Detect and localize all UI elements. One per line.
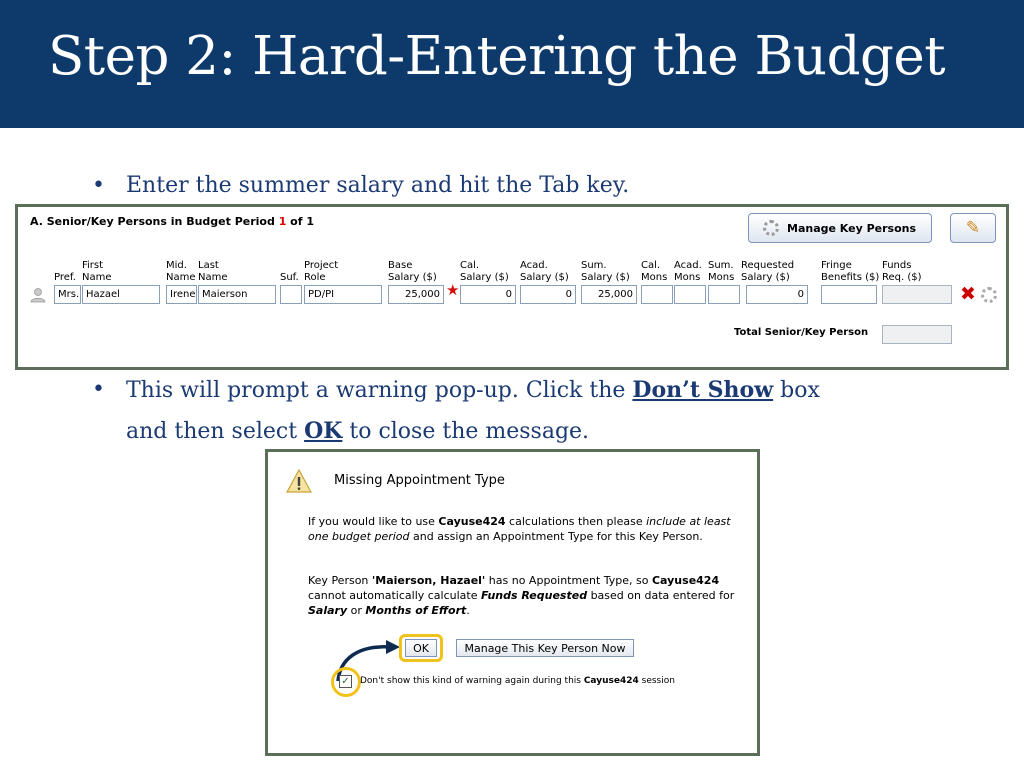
header-funds-requested: Funds Req. ($) [882, 260, 922, 283]
gear-icon [763, 220, 779, 236]
bullet-2-text-a: This will prompt a warning pop-up. Click the [126, 378, 633, 403]
fringe-benefits-field[interactable] [821, 285, 877, 304]
project-role-field[interactable]: PD/PI [304, 285, 382, 304]
warning-icon [286, 469, 312, 493]
header-acad-salary: Acad. Salary ($) [520, 260, 569, 283]
bullet-2-text-c: and then select [126, 419, 305, 444]
last-name-field[interactable]: Maierson [198, 285, 276, 304]
slide-header [0, 0, 1024, 128]
dialog-title: Missing Appointment Type [334, 473, 505, 488]
header-last-name: Last Name [198, 260, 228, 283]
total-senior-key-person-label: Total Senior/Key Person [734, 327, 869, 338]
bullet-1 [92, 166, 986, 206]
header-cal-salary: Cal. Salary ($) [460, 260, 509, 283]
header-acad-months: Acad. Mons [674, 260, 702, 283]
base-salary-field[interactable]: 25,000 [388, 285, 444, 304]
header-fringe-benefits: Fringe Benefits ($) [821, 260, 880, 283]
header-suffix: Suf. [280, 272, 299, 283]
bullet-dot: • [92, 377, 105, 402]
delete-icon[interactable]: ✖ [960, 283, 976, 305]
manage-key-persons-button[interactable] [748, 213, 932, 243]
header-sum-salary: Sum. Salary ($) [581, 260, 630, 283]
funds-requested-field [882, 285, 952, 304]
slide-title: Step 2: Hard-Entering the Budget [48, 26, 946, 87]
header-base-salary: Base Salary ($) [388, 260, 437, 283]
dont-show-checkbox[interactable]: ✓ [339, 675, 352, 688]
bullet-dot: • [92, 173, 105, 198]
first-name-field[interactable]: Hazael [82, 285, 160, 304]
header-mid-name: Mid. Name [166, 260, 196, 283]
header-first-name: First Name [82, 260, 112, 283]
sum-salary-field[interactable]: 25,000 [581, 285, 637, 304]
bullet-2-text-d: to close the message. [342, 419, 590, 444]
edit-button[interactable] [950, 213, 996, 243]
acad-salary-field[interactable]: 0 [520, 285, 576, 304]
manage-key-persons-label: Manage Key Persons [787, 221, 917, 235]
cal-salary-field[interactable]: 0 [460, 285, 516, 304]
gear-icon[interactable] [981, 287, 997, 303]
header-requested-salary: Requested Salary ($) [741, 260, 795, 283]
missing-appointment-dialog [265, 449, 760, 756]
header-sum-months: Sum. Mons [708, 260, 735, 283]
suffix-field[interactable] [280, 285, 302, 304]
header-project-role: Project Role [304, 260, 339, 283]
dialog-message-1: If you would like to use Cayuse424 calculations then please include at least one budget period and assign an Appointment Type for this Key Person. [308, 515, 731, 543]
dont-show-label: Don't show this kind of warning again during this Cayuse424 session [360, 676, 675, 686]
requested-salary-field[interactable]: 0 [746, 285, 808, 304]
dont-show-emphasis: Don’t Show [632, 377, 774, 403]
pencil-icon: ✎ [965, 218, 981, 238]
manage-key-person-button[interactable]: Manage This Key Person Now [456, 639, 634, 657]
header-pref: Pref. [54, 272, 76, 283]
ok-emphasis: OK [304, 418, 343, 444]
cal-months-field[interactable] [641, 285, 673, 304]
dialog-message-2: Key Person 'Maierson, Hazael' has no Appointment Type, so Cayuse424 cannot automatically calculate Funds Requested based on data entered for Salary or Months of Effort. [308, 574, 735, 617]
budget-key-persons-panel [15, 204, 1009, 370]
header-cal-months: Cal. Mons [641, 260, 668, 283]
bullet-1-text: Enter the summer salary and hit the Tab key. [126, 173, 630, 198]
sum-months-field[interactable] [708, 285, 740, 304]
total-senior-key-person-field [882, 325, 952, 344]
required-star-icon: ★ [446, 281, 460, 299]
bullet-2 [92, 370, 946, 452]
section-title: A. Senior/Key Persons in Budget Period 1 of 1 [30, 215, 314, 228]
middle-name-field[interactable]: Irene [166, 285, 197, 304]
bullet-2-text-b: box [773, 378, 820, 403]
person-icon [30, 287, 46, 303]
prefix-field[interactable]: Mrs. [54, 285, 81, 304]
acad-months-field[interactable] [674, 285, 706, 304]
ok-button[interactable]: OK [405, 639, 437, 657]
